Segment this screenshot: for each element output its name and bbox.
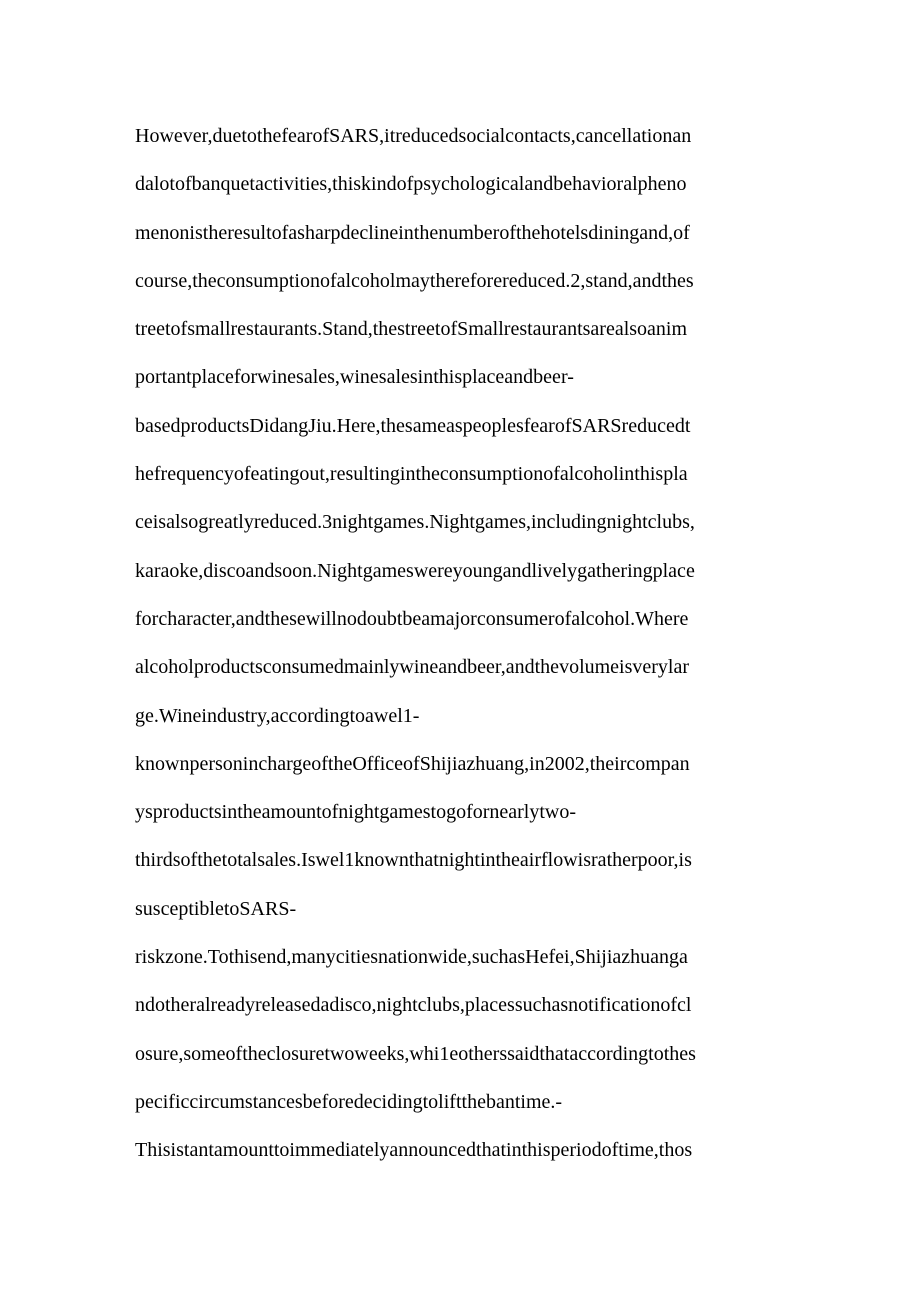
text-line: dalotofbanquetactivities,thiskindofpsychologicalandbehavioralpheno [135, 173, 687, 196]
text-line: ge.Wineindustry,accordingtoawel1- [135, 704, 420, 727]
text-line: alcoholproductsconsumedmainlywineandbeer,andthevolumeisverylar [135, 656, 690, 679]
text-line: Thisistantamounttoimmediatelyannouncedthatinthisperiodoftime,thos [135, 1139, 693, 1162]
text-line: ndotheralreadyreleasedadisco,nightclubs,placessuchasnotificationofcl [135, 994, 692, 1017]
text-line: riskzone.Tothisend,manycitiesnationwide,suchasHefei,Shijiazhuanga [135, 946, 688, 969]
text-line: However,duetothefearofSARS,itreducedsocialcontacts,cancellationan [135, 125, 692, 147]
text-line: ceisalsogreatlyreduced.3nightgames.Nightgames,includingnightclubs, [135, 511, 695, 534]
text-line: ysproductsintheamountofnightgamestogofornearlytwo- [135, 801, 577, 824]
text-line: basedproductsDidangJiu.Here,thesameaspeoplesfearofSARSreducedt [135, 414, 691, 437]
text-line: pecificcircumstancesbeforedecidingtoliftthebantime.- [135, 1090, 563, 1113]
text-line: knownpersoninchargeoftheOfficeofShijiazhuang,in2002,theircompan [135, 752, 690, 775]
text-line: thirdsofthetotalsales.Iswel1knownthatnightintheairflowisratherpoor,is [135, 849, 692, 872]
text-line: course,theconsumptionofalcoholmaythereforereduced.2,stand,andthes [135, 269, 694, 292]
text-line: susceptibletoSARS- [135, 897, 297, 920]
body-text [135, 112, 795, 1175]
text-line: treetofsmallrestaurants.Stand,thestreetofSmallrestaurantsarealsoanim [135, 318, 688, 341]
text-line: hefrequencyofeatingout,resultingintheconsumptionofalcoholinthispla [135, 463, 688, 486]
text-line: portantplaceforwinesales,winesalesinthisplaceandbeer- [135, 366, 574, 389]
text-line: osure,someoftheclosuretwoweeks,whi1eotherssaidthataccordingtothes [135, 1042, 696, 1065]
text-line: karaoke,discoandsoon.Nightgameswereyoungandlivelygatheringplace [135, 559, 695, 582]
text-line: menonistheresultofasharpdeclineinthenumberofthehotelsdiningand,of [135, 221, 690, 244]
text-line: forcharacter,andthesewillnodoubtbeamajorconsumerofalcohol.Where [135, 607, 689, 630]
